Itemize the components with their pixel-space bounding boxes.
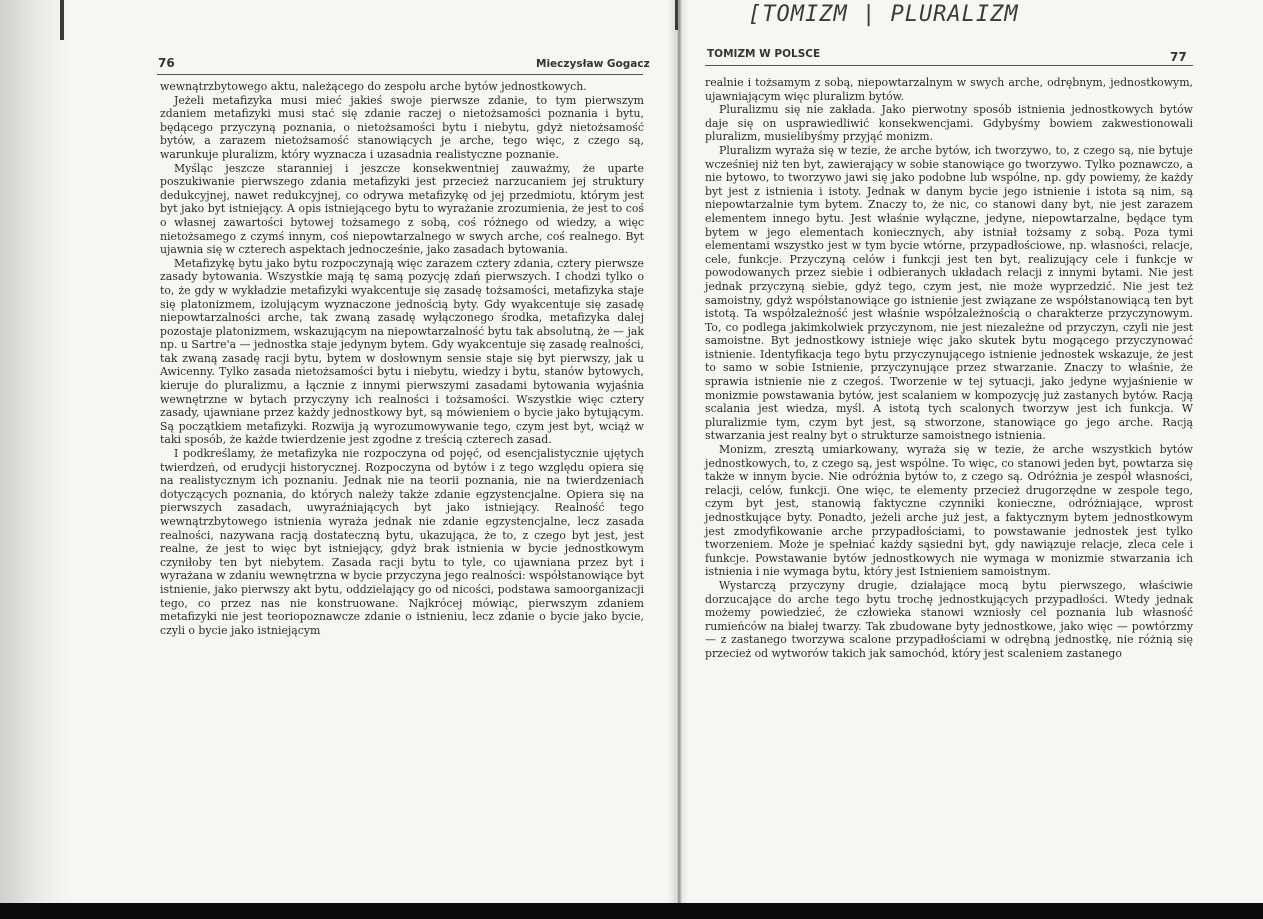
paragraph: Pluralizmu się nie zakłada. Jako pierwotny sposób istnienia jednostkowych bytów daje się on usprawiedliwić konsekwencjami. Gdybyśmy bowiem zakwestionowali pluralizm, musielibyśmy przyjąć monizm. [705, 103, 1193, 144]
paragraph: Monizm, zresztą umiarkowany, wyraża się w tezie, że arche wszystkich bytów jednostkowych, to, z czego są, jest wspólne. To więc, co stanowi jeden byt, powtarza się także w innym bycie. Nie odróżnia bytów to, z czego są. Odróżnia je zespół własności, relacji, celów, funkcji. One więc, te elementy przecież drugorzędne w zespole tego, czym byt jest, stanowią faktyczne czynniki konieczne, odróżniające, wprost jednostkujące byty. Ponadto, jeżeli arche już jest, a faktycznym bytem jednostkowym jest zmodyfikowanie arche przypadłościami, to powstawanie jednostek jest tylko tworzeniem. Może je spełniać każdy sąsiedni byt, gdy nawiązuje relacje, zleca cele i funkcje. Powstawanie bytów jednostkowych nie wymaga w monizmie stwarzania ich istnienia i nie wymaga bytu, który jest Istnieniem samoistnym. [705, 443, 1193, 579]
paragraph: Wystarczą przyczyny drugie, działające mocą bytu pierwszego, właściwie dorzucające do arche tego bytu trochę jednostkujących przypadłości. Wtedy jednak możemy powiedzieć, że człowieka stanowi wzniosły cel poznania lub własność rumieńców na białej twarzy. Tak zbudowane byty jednostkowe, jako więc — powtórzmy — z zastanego tworzywa scalone przypadłościami w odrębną jednostkę, nie różnią się przecież od wytworów takich jak samochód, który jest scaleniem zastanego [705, 578, 1193, 660]
paragraph: realnie i tożsamym z sobą, niepowtarzalnym w swych arche, odrębnym, jednostkowym, ujawniającym więc pluralizm bytów. [705, 76, 1193, 103]
paragraph: Jeżeli metafizyka musi mieć jakieś swoje pierwsze zdanie, to tym pierwszym zdaniem metafizyki musi stać się zdanie raczej o nietożsamości poznania i bytu, będącego przyczyną poznania, o nietożsamości bytu i niebytu, gdyż nietożsamość bytów, a zarazem nietożsamość stanowiących je arche, tego więc, z czego są, warunkuje pluralizm, który wyznacza i uzasadnia realistyczne poznanie. [160, 93, 644, 161]
running-head-right: TOMIZM W POLSCE [707, 48, 821, 60]
paragraph: Metafizykę bytu jako bytu rozpoczynają więc zarazem cztery zdania, cztery pierwsze zasady bytowania. Wszystkie mają tę samą pozycję zdań pierwszych. I chodzi tylko o to, że gdy w wykładzie metafizyki wyakcentuje się zasadę tożsamości, metafizyka staje się platonizmem, izolującym wyznaczone jednością byty. Gdy wyakcentuje się zasadę niepowtarzalności arche, tak zwaną zasadę wyłączonego środka, metafizyka dalej pozostaje platonizmem, wskazującym na niepowtarzalność bytu tak absolutną, że — jak np. u Sartre'a — jednostka staje jedynym bytem. Gdy wyakcentuje się zasadę realności, tak zwaną zasadę racji bytu, bytem w dosłownym sensie staje się byt pierwszy, jak u Awicenny. Tylko zasada nietożsamości bytu i niebytu, wiedzy i bytu, stanów bytowych, kieruje do pluralizmu, a łącznie z innymi pierwszymi zasadami bytowania wyjaśnia wewnętrzne w bytach przyczyny ich realności i tożsamości. Wszystkie więc cztery zasady, ujawniane przez każdy jednostkowy byt, są mówieniem o bycie jako bytującym. Są początkiem metafizyki. Rozwija ją wyrozumowywanie tego, czym jest byt, wciąż w taki sposób, że każde twierdzenie jest zgodne z treścią czterech zasad. [160, 256, 644, 447]
paragraph: I podkreślamy, że metafizyka nie rozpoczyna od pojęć, od esencjalistycznie ujętych twierdzeń, od erudycji historycznej. Rozpoczyna od bytów i z tego względu opiera się na realistycznym ich poznaniu. Jednak nie na teorii poznania, nie na twierdzeniach dotyczących poznania, do których należy także zdanie egzystencjalne. Opiera się na pierwszych zasadach, uwyraźniających byt jako istniejący. Realność tego wewnątrzbytowego istnienia wyraża jednak nie zdanie egzystencjalne, lecz zasada realności, nazywana racją dostateczną bytu, ukazująca, że to, z czego byt jest, jest realne, że jest to więc byt istniejący, gdyż brak istnienia w bycie jednostkowym czyniłoby ten byt niebytem. Zasada racji bytu to tyle, co ujawniana przez byt i wyrażana w zdaniu wewnętrzna w bycie przyczyna jego realności: współstanowiące byt istnienie, jako pierwszy akt bytu, oddzielający go od nicości, podstawa samoorganizacji tego, co przez nas nie konstruowane. Najkrócej mówiąc, pierwszym zdaniem metafizyki nie jest teoriopoznawcze zdanie o istnieniu, lecz zdanie o bycie jako bycie, czyli o bycie jako istniejącym [160, 447, 644, 637]
page-number-left: 76 [158, 56, 175, 70]
left-edge-shadow [0, 0, 70, 919]
page-number-right: 77 [1170, 50, 1187, 64]
header-rule-left [157, 74, 643, 75]
scanner-bottom-edge [0, 903, 1263, 919]
paragraph: Myśląc jeszcze staranniej i jeszcze konsekwentniej zauważmy, że uparte poszukiwanie pierwszego zdania metafizyki jest przecież narzucaniem jej struktury dedukcyjnej, nawet redukcyjnej, co odrywa metafizykę od jej przedmiotu, którym jest byt jako byt istniejący. A opis istniejącego bytu to wyrażanie zrozumienia, że jest to coś o własnej zawartości bytowej tożsamego z sobą, coś różnego od wiedzy, a więc nietożsamego z czymś innym, coś niepowtarzalnego w swych arche, coś realnego. Byt ujawnia się w czterech aspektach jednocześnie, jako zasadach bytowania. [160, 161, 644, 257]
running-head-left: Mieczysław Gogacz [536, 58, 650, 70]
paragraph: Pluralizm wyraża się w tezie, że arche bytów, ich tworzywo, to, z czego są, nie bytuje wcześniej niż ten byt, zawierający w sobie stanowiące go tworzywo. Tylko poznawczo, a nie bytowo, to tworzywo jawi się jako podobne lub wspólne, np. gdy powiemy, że każdy byt jest z istnienia i istoty. Jednak w danym bycie jego istnienie i istota są nim, są niepowtarzalnie tym bytem. Znaczy to, że nic, co stanowi dany byt, nie jest zarazem elementem innego bytu. Jest właśnie wyłączne, jedyne, niepowtarzalne, będące tym bytem w jego elementach koniecznych, aby istniał tożsamy z sobą. Poza tymi elementami wszystko jest w tym bycie wtórne, przypadłościowe, np. własności, relacje, cele, funkcje. Przyczyną celów i funkcji jest ten byt, realizujący cele i funkcje w powodowanych przez siebie i odbieranych układach relacji z innymi bytami. Nie jest jednak przyczyną siebie, gdyż tego, czym jest, nie może wyprzedzić. Nie jest też samoistny, gdyż współstanowiące go istnienie jest związane ze współstanowiącą ten byt istotą. Ta współzależność jest właśnie współzależnością o charakterze przyczynowym. To, co podlega jakimkolwiek przyczynom, nie jest niezależne od przyczyn, czyli nie jest samoistne. Byt jednostkowy istnieje więc jako skutek bytu mogącego przyczynować istnienie. Identyfikacja tego bytu przyczynującego istnienie jednostek wskazuje, że jest to samo w sobie Istnienie, przyczynujące przez stwarzanie. Znaczy to właśnie, że sprawia istnienie nie z czegoś. Tworzenie w tej sytuacji, jako jedyne wyjaśnienie w monizmie powstawania bytów, jest scalaniem w kompozycję już zastanych bytów. Racją scalania jest wiedza, myśl. A istotą tych scalonych tworzyw jest ich funkcja. W pluralizmie tym, czym byt jest, są stworzone, stanowiące go jego arche. Racją stwarzania jest realny byt o strukturze samoistnego istnienia. [705, 143, 1193, 443]
scan-edge-mark [675, 0, 678, 30]
book-gutter [668, 0, 688, 919]
right-page-body [705, 76, 1193, 661]
header-rule-right [705, 65, 1193, 66]
left-page-body [160, 80, 644, 637]
handwritten-note: [TOMIZM | PLURALIZM [748, 2, 1019, 27]
paragraph: wewnątrzbytowego aktu, należącego do zespołu arche bytów jednostkowych. [160, 80, 587, 93]
scan-edge-mark [60, 0, 64, 40]
